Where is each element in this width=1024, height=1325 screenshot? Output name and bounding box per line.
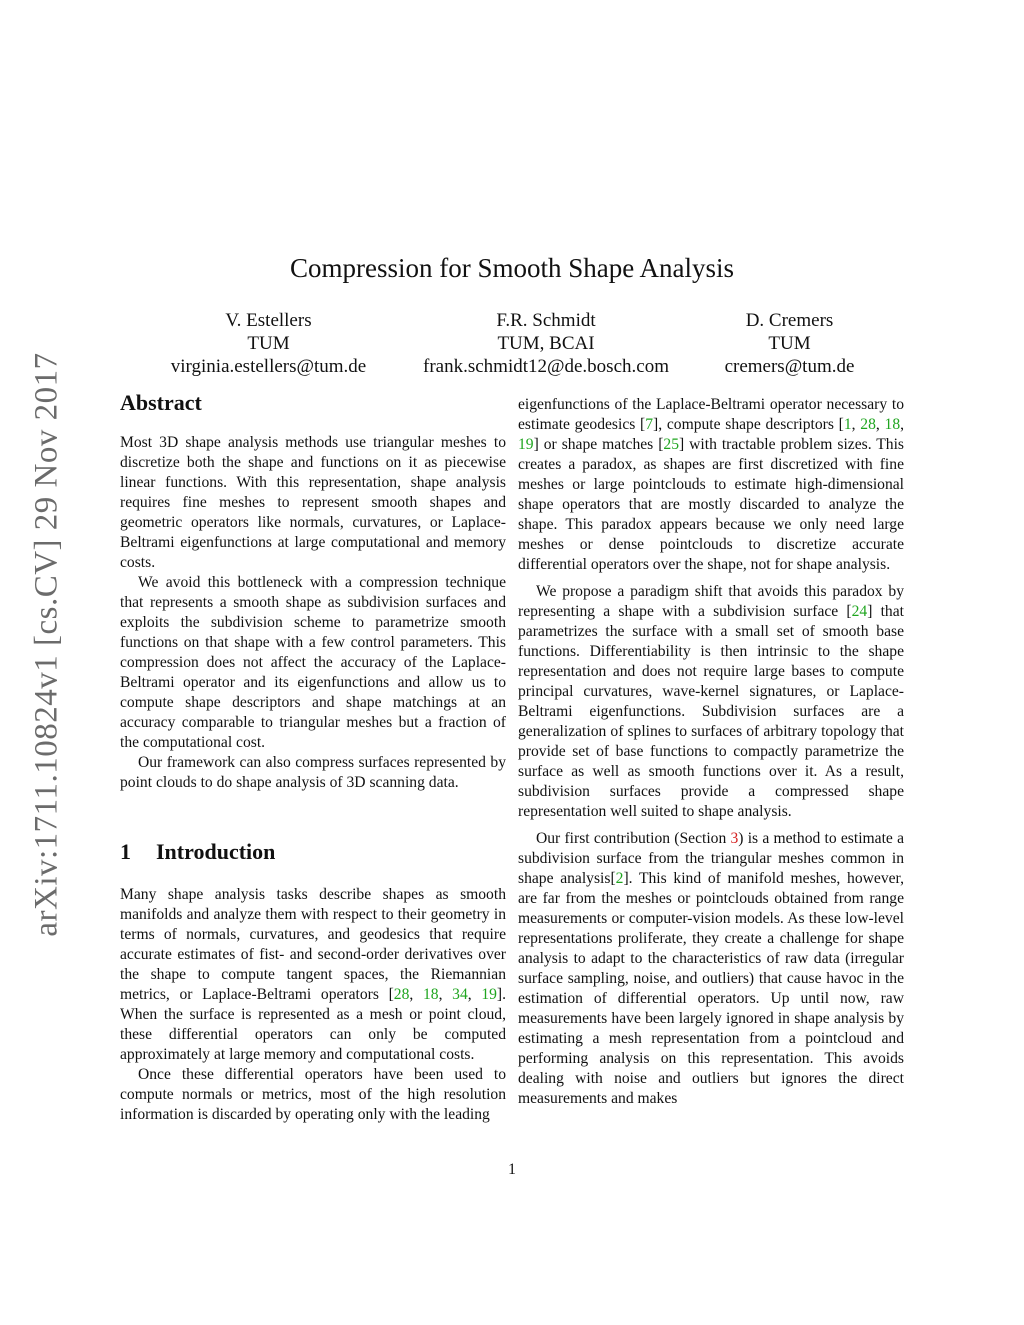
citation-link[interactable]: 28 xyxy=(393,986,410,1003)
text-run: , xyxy=(875,416,885,433)
section-reference-link[interactable]: 3 xyxy=(730,830,739,847)
abstract-paragraph-1: Most 3D shape analysis methods use triangular meshes to discretize both the shape and functions on it as piecewise linear functions. With this representation, shape analysis requires fine meshes to represent smooth shapes and geometric operators like normals, curvatures, or Laplace-Beltrami eigenfunctions at large computational and memory costs. xyxy=(120,434,506,571)
author-3 xyxy=(691,309,888,378)
citation-link[interactable]: 34 xyxy=(452,986,468,1003)
abstract-paragraph-3: Our framework can also compress surfaces represented by point clouds to do shape analysis of 3D scanning data. xyxy=(120,754,506,791)
text-run: , xyxy=(467,986,482,1003)
abstract-heading: Abstract xyxy=(120,390,202,415)
right-column xyxy=(518,395,904,1109)
citation-link[interactable]: 2 xyxy=(615,870,624,887)
citation-link[interactable]: 25 xyxy=(663,436,679,453)
citation-link[interactable]: 19 xyxy=(481,986,497,1003)
author-name: F.R. Schmidt xyxy=(496,310,596,331)
intro-paragraph-1 xyxy=(120,885,506,1065)
citation-link[interactable]: 18 xyxy=(884,416,901,433)
arxiv-identifier: arXiv:1711.10824v1 [cs.CV] 29 Nov 2017 xyxy=(28,351,65,937)
citation-link[interactable]: 24 xyxy=(851,603,868,620)
right-paragraph-1 xyxy=(518,395,904,575)
text-run: , xyxy=(851,416,861,433)
text-run: Our first contribution (Section xyxy=(536,830,731,847)
author-affiliation: TUM xyxy=(768,333,811,354)
citation-link[interactable]: 7 xyxy=(645,416,654,433)
text-run: ], compute shape descriptors [ xyxy=(653,416,844,433)
page-number: 1 xyxy=(508,1161,516,1178)
author-affiliation: TUM xyxy=(247,333,290,354)
author-2 xyxy=(401,309,691,378)
author-email: virginia.estellers@tum.de xyxy=(170,356,367,377)
paper-title: Compression for Smooth Shape Analysis xyxy=(290,253,734,283)
right-paragraph-2 xyxy=(518,582,904,822)
text-run: , xyxy=(409,986,423,1003)
citation-link[interactable]: 18 xyxy=(422,986,439,1003)
author-email: frank.schmidt12@de.bosch.com xyxy=(423,356,669,377)
text-run: , xyxy=(438,986,453,1003)
arxiv-sidebar xyxy=(30,347,64,941)
text-run: , xyxy=(900,416,905,433)
citation-link[interactable]: 19 xyxy=(518,436,534,453)
author-name: V. Estellers xyxy=(225,310,312,331)
author-affiliation: TUM, BCAI xyxy=(497,333,595,354)
right-paragraph-3 xyxy=(518,829,904,1109)
text-run: ] with tractable problem sizes. This creates a paradox, as shapes are first discretized with fine meshes or large pointclouds to estimate high-dimensional shape operators that are mostly discarded to analyze the shape. This paradox appears because we only need large meshes or dense pointclouds to discretize accurate differential operators over the shape, not for shape analysis. xyxy=(518,436,904,573)
author-block xyxy=(116,309,908,381)
section-number: 1 xyxy=(120,839,131,864)
citation-link[interactable]: 1 xyxy=(843,416,852,433)
abstract-paragraph-2: We avoid this bottleneck with a compression technique that represents a smooth shape as subdivision surfaces and exploits the subdivision scheme to parametrize smooth functions on that shape with a few control parameters. This compression does not affect the accuracy of the Laplace-Beltrami operator and its eigenfunctions and allow us to compute shape descriptors and shape matchings at an accuracy comparable to triangular meshes but a fraction of the computational cost. xyxy=(120,574,506,751)
text-run: ) is a method to estimate a subdivision surface from the triangular meshes common in shape analysis[ xyxy=(518,830,904,887)
text-run: We propose a paradigm shift that avoids this paradox by representing a shape with a subdivision surface [ xyxy=(518,583,904,620)
citation-link[interactable]: 28 xyxy=(860,416,876,433)
text-run: ] that parametrizes the surface with a small set of smooth base functions. Differentiability is then intrinsic to the shape representation and does not require large bases to compute principal curvatures, wave-kernel signatures, or Laplace-Beltrami eigenfunctions. Subdivision surfaces are a generalization of splines to surfaces of arbitrary topology that provide set of base functions to compactly parametrize the surface as well as smooth functions over it. As a result, subdivision surfaces provide a compressed shape representation well suited to shape analysis. xyxy=(518,603,904,820)
intro-paragraph-2: Once these differential operators have been used to compute normals or metrics, most of the high resolution information is discarded by operating only with the leading xyxy=(120,1066,506,1123)
section-heading-introduction xyxy=(120,838,506,866)
author-email: cremers@tum.de xyxy=(724,356,855,377)
text-run: ]. This kind of manifold meshes, however, are far from the meshes or pointclouds obtained from range measurements or computer-vision models. As these low-level representations proliferate, they create a challenge for shape analysis to adapt to the characteristics of raw data (irregular surface sampling, noise, and outliers) that cause havoc in the estimation of differential operators. Up until now, raw measurements have been largely ignored in shape analysis by estimating a mesh representation from a pointcloud and performing analysis on this representation. This avoids dealing with noise and outliers but ignores the direct measurements and makes xyxy=(518,870,905,1107)
text-run: ] or shape matches [ xyxy=(533,436,664,453)
section-title: Introduction xyxy=(156,839,276,864)
author-name: D. Cremers xyxy=(745,310,834,331)
left-column xyxy=(120,389,506,1125)
text-run: Many shape analysis tasks describe shapes as smooth manifolds and analyze them with respect to their geometry in terms of normals, curvatures, and geodesics that require accurate estimates of fist- and second-order derivatives over the shape to compute tangent spaces, the Riemannian metrics, or Laplace-Beltrami operators [ xyxy=(120,886,506,1003)
author-1 xyxy=(116,309,421,378)
text-run: ]. When the surface is represented as a mesh or point cloud, these differential operators can only be computed approximately at large memory and computational costs. xyxy=(120,986,506,1063)
text-run: eigenfunctions of the Laplace-Beltrami operator necessary to estimate geodesics [ xyxy=(518,396,904,433)
